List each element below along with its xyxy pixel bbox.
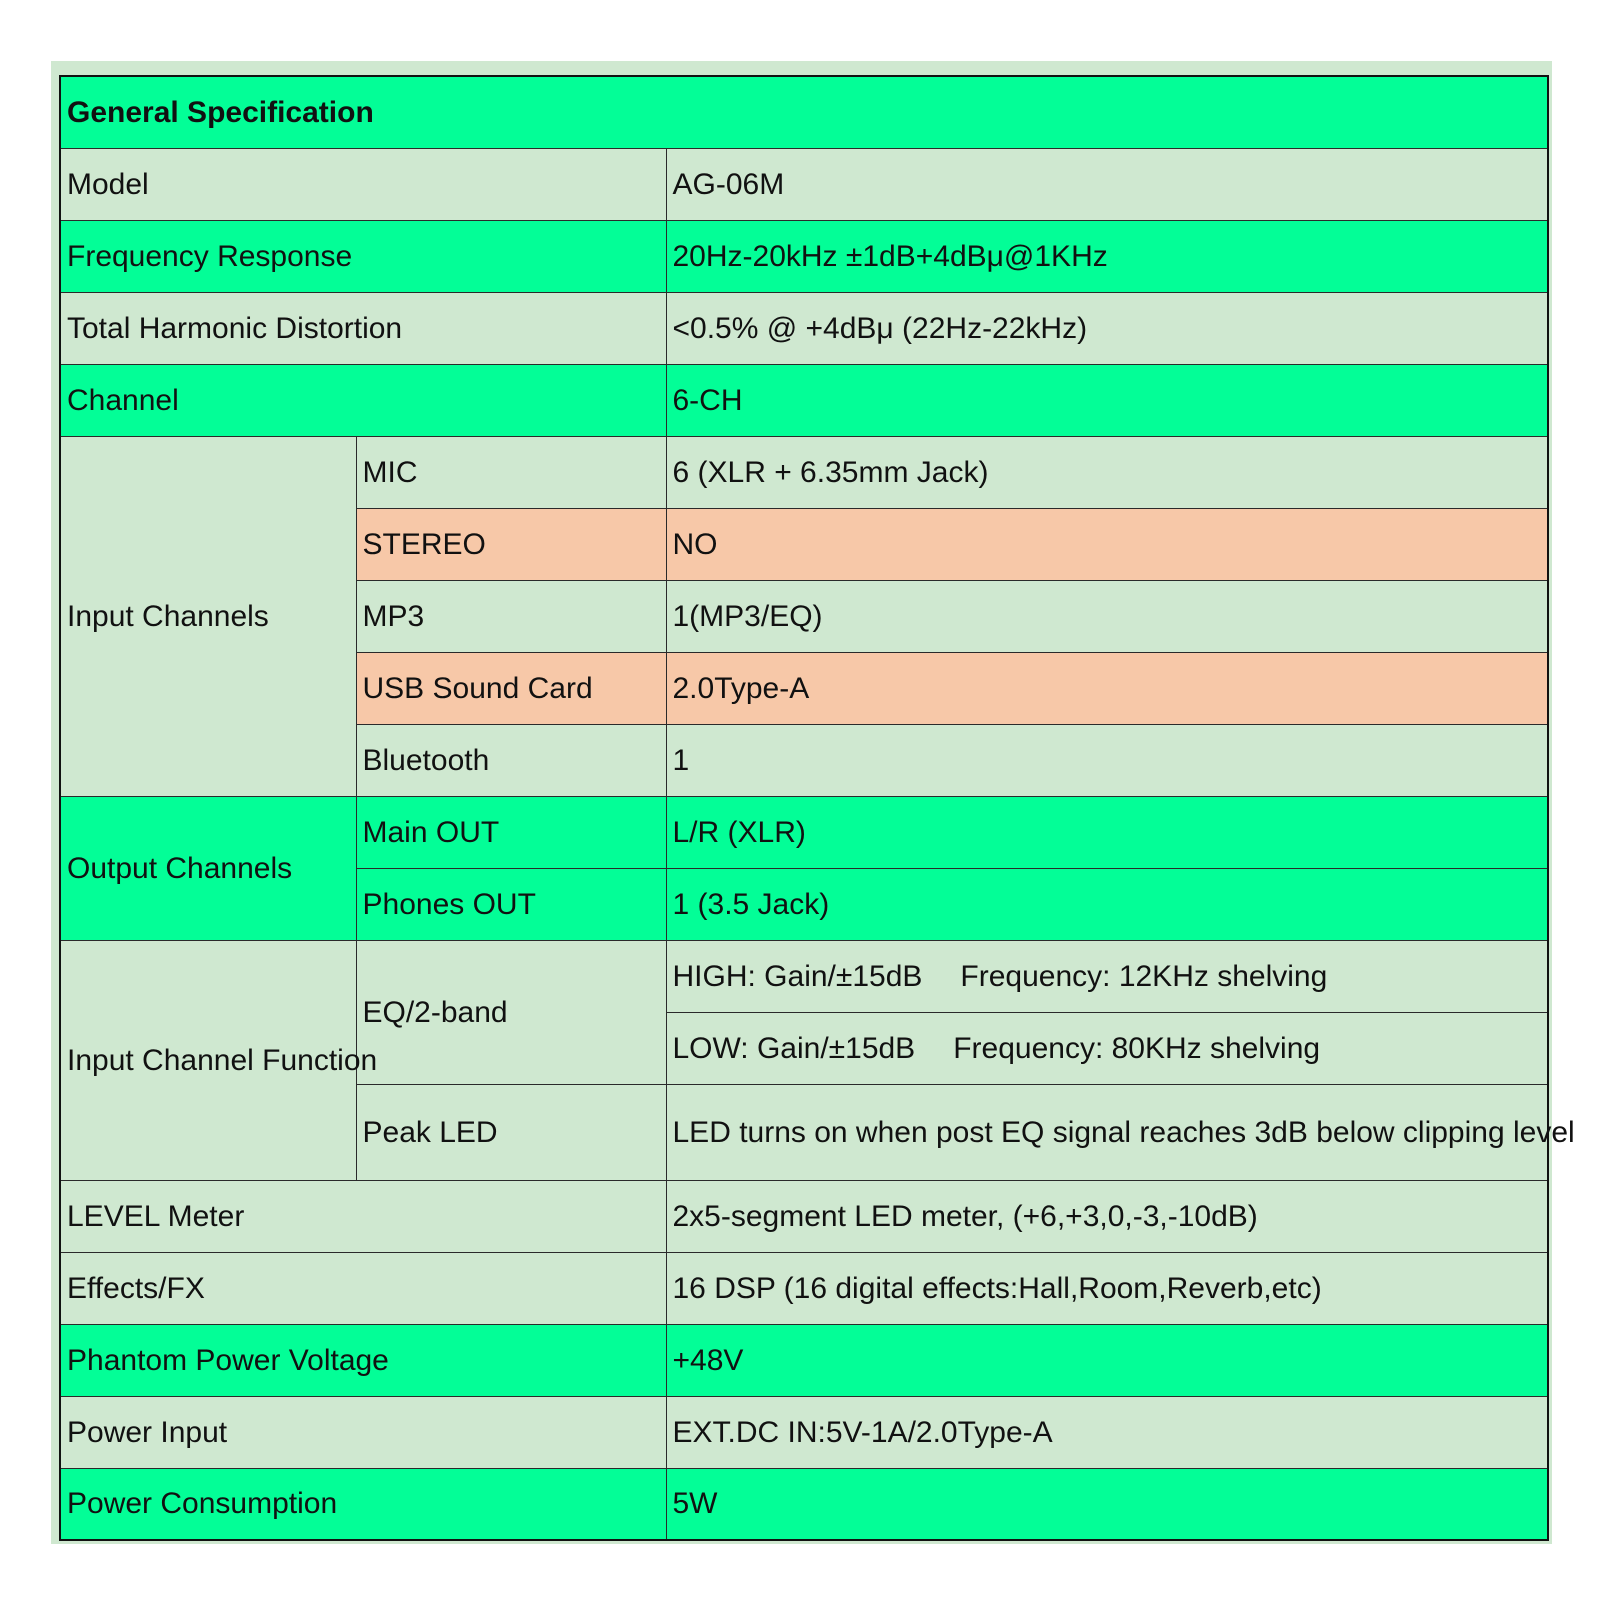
thd-value: <0.5% @ +4dBμ (22Hz-22kHz) [666,292,1548,364]
output-channels-label: Output Channels [60,796,356,940]
specification-table [59,75,1575,1541]
table-row-eq-high [60,940,1548,1012]
eq-low-gain: LOW: Gain/±15dB [672,1031,916,1065]
table-row-title [60,76,1548,148]
mp3-value: 1(MP3/EQ) [666,580,1548,652]
frequency-response-label: Frequency Response [60,220,666,292]
level-meter-value: 2x5-segment LED meter, (+6,+3,0,-3,-10dB) [666,1180,1548,1252]
table-row-mic [60,436,1548,508]
table-row-model [60,148,1548,220]
phantom-power-label: Phantom Power Voltage [60,1324,666,1396]
table-title: General Specification [60,76,1548,148]
table-row-effects [60,1252,1548,1324]
main-out-label: Main OUT [356,796,666,868]
effects-label: Effects/FX [60,1252,666,1324]
eq-low-frequency: Frequency: 80KHz shelving [953,1031,1321,1065]
phones-out-value: 1 (3.5 Jack) [666,868,1548,940]
table-row-level-meter [60,1180,1548,1252]
channel-label: Channel [60,364,666,436]
thd-label: Total Harmonic Distortion [60,292,666,364]
input-channels-label: Input Channels [60,436,356,796]
stereo-value: NO [666,508,1548,580]
phantom-power-value: +48V [666,1324,1548,1396]
mp3-label: MP3 [356,580,666,652]
power-input-label: Power Input [60,1396,666,1468]
table-row-power-consumption [60,1468,1548,1540]
peak-led-value: LED turns on when post EQ signal reaches 3dB below clipping level [666,1084,1548,1180]
table-row-main-out [60,796,1548,868]
table-row-channel [60,364,1548,436]
power-input-value: EXT.DC IN:5V-1A/2.0Type-A [666,1396,1548,1468]
table-row-frequency-response [60,220,1548,292]
mic-value: 6 (XLR + 6.35mm Jack) [666,436,1548,508]
model-label: Model [60,148,666,220]
model-value: AG-06M [666,148,1548,220]
eq-high-gain: HIGH: Gain/±15dB [672,959,923,993]
input-channel-function-label: Input Channel Function [60,940,356,1180]
eq-label: EQ/2-band [356,940,666,1084]
eq-high-frequency: Frequency: 12KHz shelving [960,959,1328,993]
bluetooth-label: Bluetooth [356,724,666,796]
power-consumption-label: Power Consumption [60,1468,666,1540]
stereo-label: STEREO [356,508,666,580]
main-out-value: L/R (XLR) [666,796,1548,868]
eq-high-value [666,940,1548,1012]
effects-value: 16 DSP (16 digital effects:Hall,Room,Reverb,etc) [666,1252,1548,1324]
mic-label: MIC [356,436,666,508]
usb-sound-card-value: 2.0Type-A [666,652,1548,724]
table-row-power-input [60,1396,1548,1468]
power-consumption-value: 5W [666,1468,1548,1540]
frequency-response-value: 20Hz-20kHz ±1dB+4dBμ@1KHz [666,220,1548,292]
level-meter-label: LEVEL Meter [60,1180,666,1252]
channel-value: 6-CH [666,364,1548,436]
phones-out-label: Phones OUT [356,868,666,940]
peak-led-label: Peak LED [356,1084,666,1180]
usb-sound-card-label: USB Sound Card [356,652,666,724]
table-row-phantom-power [60,1324,1548,1396]
eq-low-value [666,1012,1548,1084]
bluetooth-value: 1 [666,724,1548,796]
table-row-thd [60,292,1548,364]
